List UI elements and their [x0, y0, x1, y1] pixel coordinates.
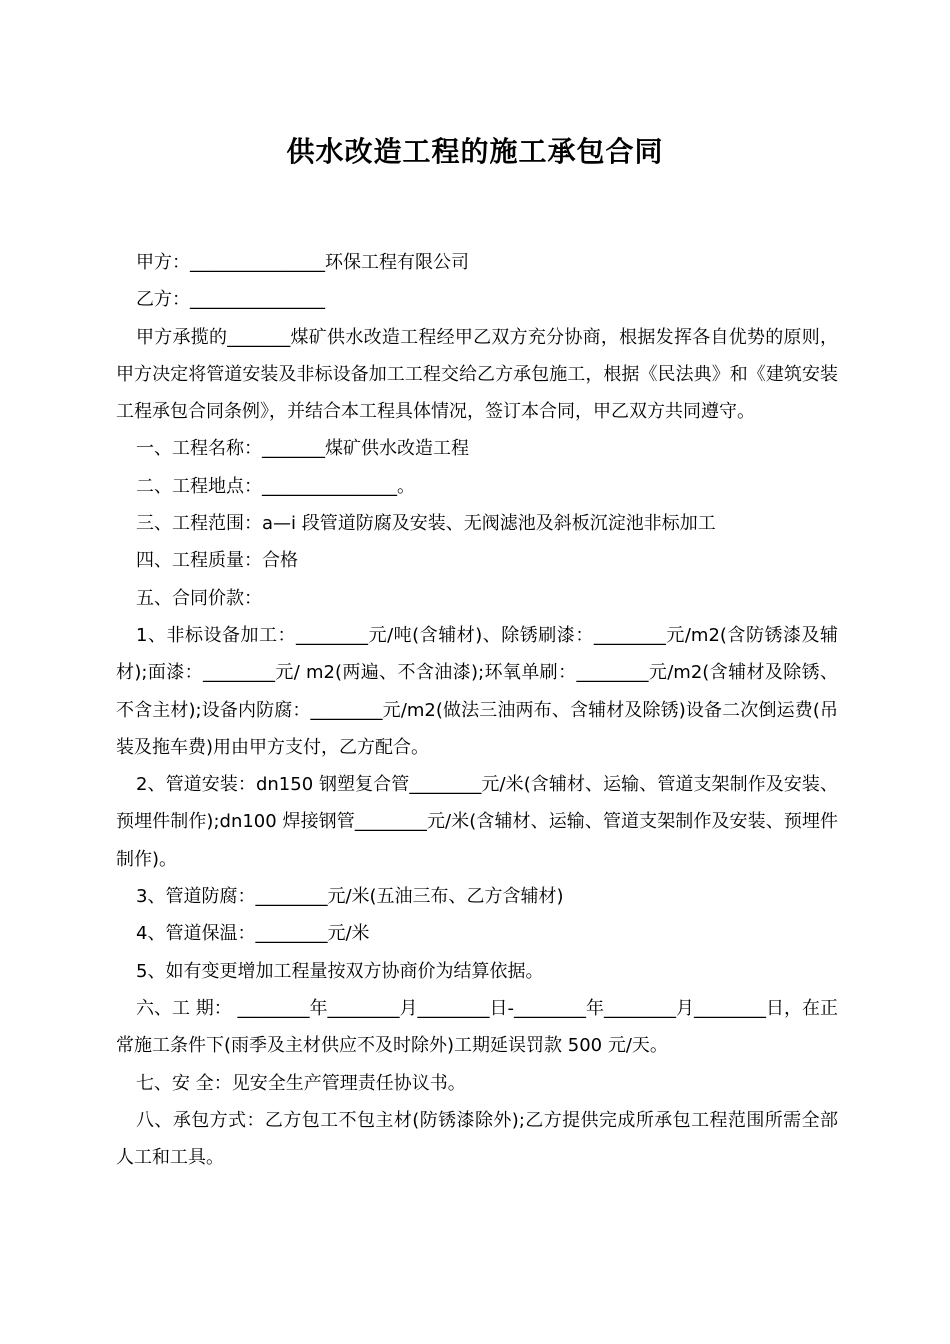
document-body: [116, 244, 838, 1176]
clause-contract-price: 五、合同价款：: [136, 587, 262, 609]
clause-schedule: 六、工 期： ________年________月________日-________年________月________日，在正常施工条件下(雨季及主材供应不及时除外)工期延误罚款 500 元/天。: [116, 997, 838, 1057]
clause-project-scope: 三、工程范围：a—i 段管道防腐及安装、无阀滤池及斜板沉淀池非标加工: [136, 513, 716, 535]
price-item-3: 3、管道防腐：________元/米(五油三布、乙方含辅材): [136, 886, 564, 908]
party-b-line: 乙方：_______________: [136, 289, 325, 311]
price-item-5: 5、如有变更增加工程量按双方协商价为结算依据。: [136, 960, 544, 982]
party-a-line: 甲方：_______________环保工程有限公司: [136, 252, 469, 273]
clause-project-name: 一、工程名称：_______煤矿供水改造工程: [136, 438, 469, 460]
clause-project-quality: 四、工程质量：合格: [136, 550, 298, 572]
clause-project-location: 二、工程地点：_______________。: [136, 475, 415, 497]
price-item-4: 4、管道保温：________元/米: [136, 923, 370, 945]
clause-contract-method: 八、承包方式：乙方包工不包主材(防锈漆除外);乙方提供完成所承包工程范围所需全部人工和工具。: [116, 1109, 838, 1169]
clause-safety: 七、安 全：见安全生产管理责任协议书。: [136, 1072, 466, 1094]
preamble-paragraph: 甲方承揽的_______煤矿供水改造工程经甲乙双方充分协商，根据发挥各自优势的原则，甲方决定将管道安装及非标设备加工工程交给乙方承包施工，根据《民法典》和《建筑安装工程承包合同条例》，并结合本工程具体情况，签订本合同，甲乙双方共同遵守。: [116, 326, 838, 423]
price-item-1: 1、非标设备加工：________元/吨(含辅材)、除锈刷漆：________元/m2(含防锈漆及辅材);面漆：________元/ m2(两遍、不含油漆);环氧单刷：________元/m2(含辅材及除锈、不含主材);设备内防腐：________元/m2(做法三油两布、含辅材及除锈)设备二次倒运费(吊装及拖车费)用由甲方支付，乙方配合。: [116, 624, 838, 758]
price-item-2: 2、管道安装：dn150 钢塑复合管________元/米(含辅材、运输、管道支架制作及安装、预埋件制作);dn100 焊接钢管________元/米(含辅材、运输、管道支架制作及安装、预埋件制作)。: [116, 774, 838, 870]
document-title: 供水改造工程的施工承包合同: [286, 135, 664, 168]
